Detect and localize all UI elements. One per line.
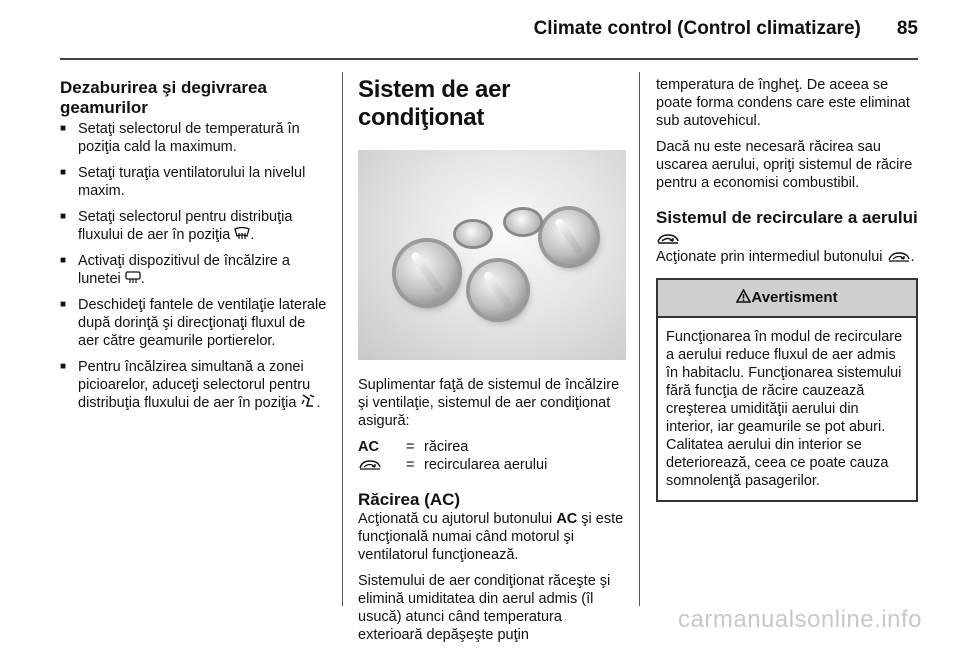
section-title-ac: Sistem de aer condiţionat	[358, 76, 511, 131]
recirculation-heading: Sistemul de recirculare a aerului	[656, 208, 920, 248]
page-number: 85	[896, 18, 918, 39]
warning-text: Funcţionarea în modul de recirculare a aerului reduce fluxul de aer admis în habitaclu. Funcţionarea sistemului fără funcţia de răcire cauzează creşterea umidităţii aerului din interior, iar geamurile se pot aburi. Calitatea aerului din interior se deteriorează, ceea ce poate cauza somnolenţă pasagerilor.	[666, 329, 903, 489]
continued-paragraph: temperatura de îngheţ. De aceea se poate forma condens care este eliminat sub autovehicul.	[656, 77, 910, 129]
list-item: ■ Pentru încălzirea simultană a zonei picioarelor, aduceţi selectorul pentru distribuţia fluxului de aer în poziţia .	[60, 358, 330, 412]
cooling-heading: Răcirea (AC)	[358, 490, 461, 509]
column-divider-1	[342, 72, 343, 606]
cooling-paragraph-2: Sistemului de aer condiţionat răceşte şi elimină umiditatea din aerul admis (îl usucă) atunci când temperatura exterioară depăşeşte puţin	[358, 573, 611, 643]
air-distribution-knob	[542, 210, 596, 264]
column-2	[358, 72, 626, 652]
ac-functions-list: AC = răcirea = recircularea aerului	[358, 439, 548, 473]
column-1	[60, 72, 330, 420]
column-divider-2	[639, 72, 640, 606]
ac-intro-text: Suplimentar faţă de sistemul de încălzire şi ventilaţie, sistemul de aer condiţionat asigură:	[358, 377, 620, 429]
section-heading-defrost: Dezaburirea şi degivrarea geamurilor	[60, 78, 267, 117]
cooling-paragraph-1: Acţionată cu ajutorul butonului AC şi este funcţională numai când motorul şi ventilatorul funcţionează.	[358, 511, 624, 563]
ac-button	[506, 210, 540, 234]
recirculation-symbol	[358, 456, 406, 474]
fuel-saving-paragraph: Dacă nu este necesară răcirea sau uscarea aerului, opriţi sistemul de răcire pentru a economisi combustibil.	[656, 139, 913, 191]
defrost-steps-list	[60, 120, 330, 412]
warning-title: Avertisment	[751, 289, 838, 306]
list-item: ■ Activaţi dispozitivul de încălzire a lunetei .	[60, 252, 330, 288]
page-header	[534, 18, 918, 40]
ac-symbol: AC	[358, 439, 379, 455]
recirculation-icon	[887, 250, 911, 264]
recirculation-text: Acţionate prin intermediul butonului .	[656, 249, 915, 265]
fan-speed-knob	[470, 262, 526, 318]
recirculation-icon	[358, 458, 382, 472]
temperature-knob	[396, 242, 458, 304]
warning-box	[656, 278, 918, 502]
climate-control-panel-photo	[358, 150, 626, 360]
feet-and-windscreen-icon	[300, 394, 316, 408]
watermark: carmanualsonline.info	[678, 606, 922, 633]
recirculation-icon	[656, 232, 680, 246]
rear-window-heater-icon	[125, 271, 141, 284]
windscreen-airflow-icon	[234, 227, 250, 240]
warning-triangle-icon	[736, 289, 751, 303]
column-3	[656, 72, 920, 502]
warning-header	[658, 280, 916, 318]
page-title: Climate control (Control climatizare)	[533, 18, 861, 39]
recirculation-button	[456, 222, 490, 246]
list-item: ■ Deschideţi fantele de ventilaţie laterale după dorinţă şi direcţionaţi fluxul de aer către geamurile portierelor.	[60, 296, 330, 350]
list-item: ■ Setaţi selectorul pentru distribuţia fluxului de aer în poziţia .	[60, 208, 330, 244]
list-item: ■ Setaţi turaţia ventilatorului la nivelul maxim.	[60, 164, 330, 200]
list-item: ■ Setaţi selectorul de temperatură în poziţia cald la maximum.	[60, 120, 330, 156]
header-divider	[60, 58, 918, 60]
